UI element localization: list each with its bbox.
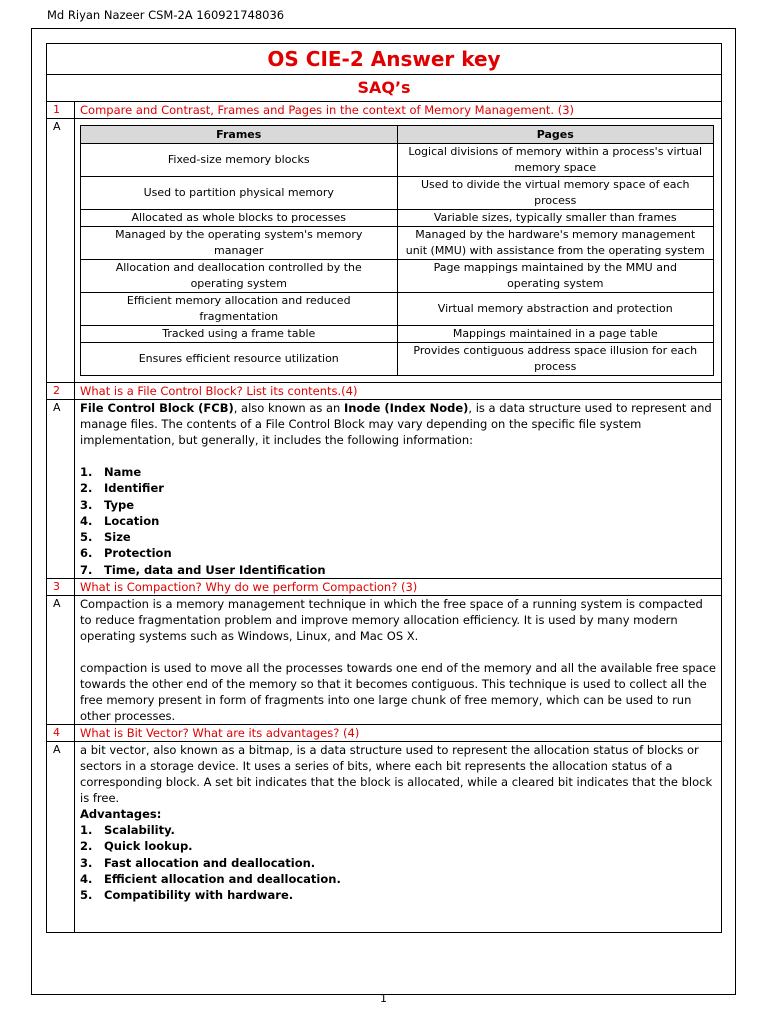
answer-paragraph: Compaction is a memory management technique in which the free space of a running system is compacted to reduce fragmentation problem and improve memory allocation efficiency. It is used by many modern operating systems such as Windows, Linux, and Mac OS X. — [80, 597, 703, 644]
frames-pages-table — [80, 125, 714, 376]
table-row — [81, 260, 714, 293]
list-item: 4. Location — [80, 513, 160, 528]
table-row — [81, 177, 714, 210]
answer-label: A — [47, 742, 75, 933]
frames-cell: Ensures efficient resource utilization — [81, 343, 398, 376]
question-text: Compare and Contrast, Frames and Pages in the context of Memory Management. (3) — [75, 102, 722, 119]
answer-key-table — [46, 43, 722, 933]
term: Inode (Index Node) — [344, 401, 469, 415]
document-title: OS CIE-2 Answer key — [47, 44, 722, 75]
answer-paragraph: compaction is used to move all the processes towards one end of the memory and all the available free space towards the other end of the memory so that it becomes contiguous. This technique is used to collect all the free memory present in form of fragments into one large chunk of free memory, which can be used to run other processes. — [80, 661, 716, 724]
list-item: 3. Type — [80, 497, 135, 512]
fcb-contents-list — [80, 464, 716, 578]
list-item: 4. Efficient allocation and deallocation. — [80, 871, 341, 886]
list-item: 5. Compatibility with hardware. — [80, 888, 294, 903]
frames-cell: Used to partition physical memory — [81, 177, 398, 210]
table-row — [81, 326, 714, 343]
table-row — [81, 227, 714, 260]
answer-body — [75, 596, 722, 725]
advantages-list — [80, 822, 716, 903]
answer-body — [75, 119, 722, 383]
question-number: 3 — [47, 579, 75, 596]
page-number: 1 — [380, 992, 387, 1005]
list-item: 2. Identifier — [80, 481, 164, 496]
question-number: 4 — [47, 725, 75, 742]
question-number: 2 — [47, 383, 75, 400]
frames-cell: Allocation and deallocation controlled by the operating system — [81, 260, 398, 293]
pages-cell: Virtual memory abstraction and protection — [397, 293, 714, 326]
advantages-label: Advantages: — [80, 807, 162, 822]
answer-body — [75, 742, 722, 933]
answer-paragraph: File Control Block (FCB), also known as an Inode (Index Node), is a data structure used to represent and manage files. The contents of a File Control Block may vary depending on the specific file system implementation, but generally, it includes the following information: — [80, 401, 712, 447]
answer-paragraph: a bit vector, also known as a bitmap, is a data structure used to represent the allocation status of blocks or sectors in a storage device. It uses a series of bits, where each bit represents the allocation status of a corresponding block. A set bit indicates that the block is allocated, while a cleared bit indicates that the block is free. — [80, 743, 713, 806]
table-header-frames: Frames — [81, 126, 398, 144]
frames-cell: Fixed-size memory blocks — [81, 144, 398, 177]
table-header-pages: Pages — [397, 126, 714, 144]
answer-label: A — [47, 596, 75, 725]
table-row — [81, 343, 714, 376]
term: File Control Block (FCB) — [80, 401, 234, 415]
answer-label: A — [47, 119, 75, 383]
question-number: 1 — [47, 102, 75, 119]
pages-cell: Provides contiguous address space illusion for each process — [397, 343, 714, 376]
list-item: 1. Name — [80, 465, 142, 479]
section-title: SAQ’s — [47, 75, 722, 102]
table-row — [81, 210, 714, 227]
frames-cell: Efficient memory allocation and reduced fragmentation — [81, 293, 398, 326]
list-item: 2. Quick lookup. — [80, 839, 193, 854]
frames-cell: Allocated as whole blocks to processes — [81, 210, 398, 227]
table-row — [81, 144, 714, 177]
list-item: 1. Scalability. — [80, 823, 175, 838]
question-text: What is a File Control Block? List its contents.(4) — [75, 383, 722, 400]
pages-cell: Used to divide the virtual memory space of each process — [397, 177, 714, 210]
answer-label: A — [47, 400, 75, 579]
pages-cell: Variable sizes, typically smaller than frames — [397, 210, 714, 227]
answer-body — [75, 400, 722, 579]
pages-cell: Mappings maintained in a page table — [397, 326, 714, 343]
pages-cell: Logical divisions of memory within a process's virtual memory space — [397, 144, 714, 177]
list-item: 6. Protection — [80, 546, 172, 561]
list-item: 3. Fast allocation and deallocation. — [80, 855, 316, 870]
question-text: What is Compaction? Why do we perform Compaction? (3) — [75, 579, 722, 596]
page-header: Md Riyan Nazeer CSM-2A 160921748036 — [47, 8, 285, 22]
frames-cell: Managed by the operating system's memory manager — [81, 227, 398, 260]
table-row — [81, 293, 714, 326]
question-text: What is Bit Vector? What are its advantages? (4) — [75, 725, 722, 742]
pages-cell: Page mappings maintained by the MMU and operating system — [397, 260, 714, 293]
list-item: 7. Time, data and User Identification — [80, 562, 326, 577]
pages-cell: Managed by the hardware's memory management unit (MMU) with assistance from the operating system — [397, 227, 714, 260]
frames-cell: Tracked using a frame table — [81, 326, 398, 343]
list-item: 5. Size — [80, 530, 131, 545]
